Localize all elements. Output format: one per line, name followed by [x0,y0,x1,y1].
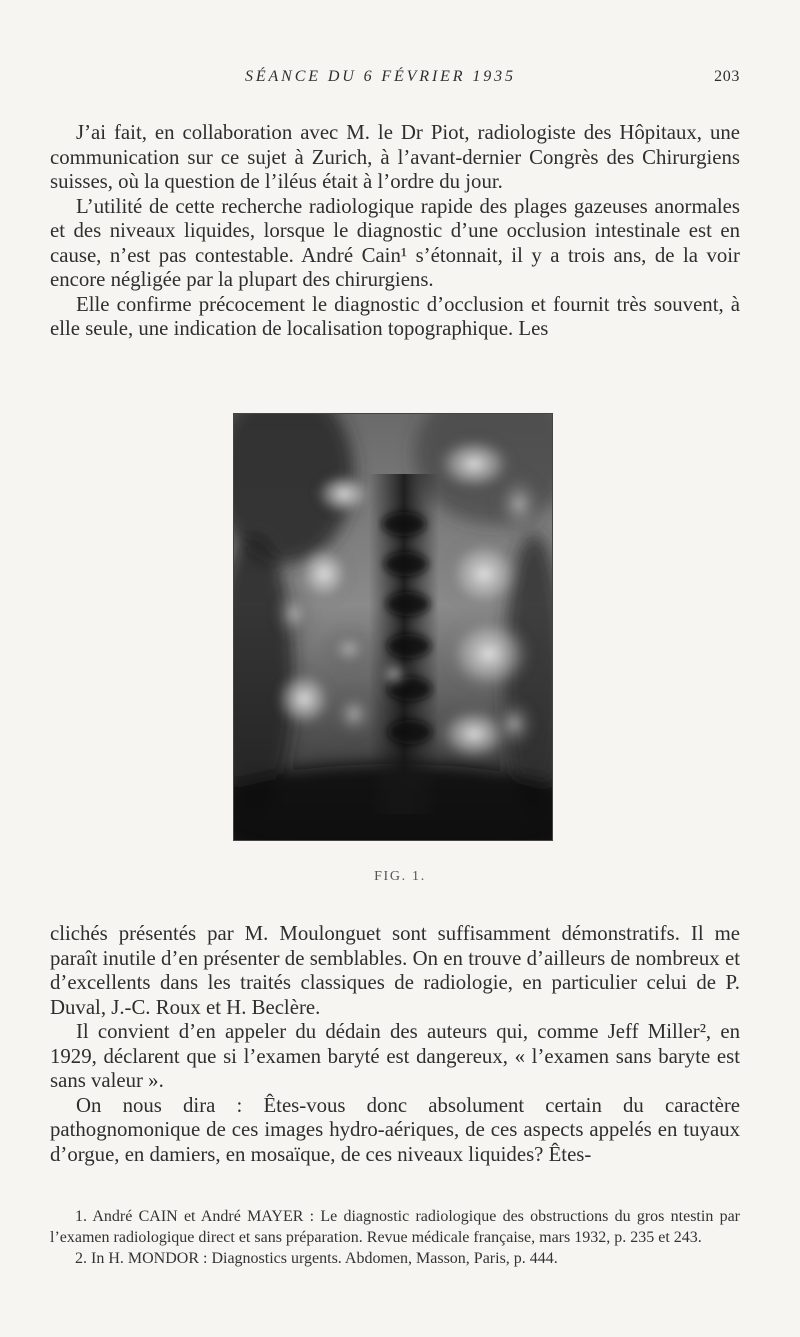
paragraph-5: Il convient d’en appeler du dédain des auteurs qui, comme Jeff Miller², en 1929, déclarent que si l’examen baryté est dangereux, « l’examen sans baryte est sans valeur ». [50,1020,740,1092]
footnotes [50,1206,740,1269]
radiograph-figure [234,414,552,840]
body-text-bottom [50,922,740,1167]
radiograph-image [234,414,552,840]
footnote-1: 1. André CAIN et André MAYER : Le diagnostic radiologique des obstructions du gros ntestin par l’examen radiologique direct et sans préparation. Revue médicale française, mars 1932, p. 235 et 243. [50,1208,740,1246]
body-text-top [50,121,740,342]
running-head [50,68,740,100]
running-title: SÉANCE DU 6 FÉVRIER 1935 [245,68,516,85]
page-number: 203 [714,68,740,85]
footnote-2: 2. In H. MONDOR : Diagnostics urgents. Abdomen, Masson, Paris, p. 444. [75,1250,558,1267]
paragraph-1: J’ai fait, en collaboration avec M. le Dr Piot, radiologiste des Hôpitaux, une communication sur ce sujet à Zurich, à l’avant-dernier Congrès des Chirurgiens suisses, où la question de l’iléus était à l’ordre du jour. [50,121,740,193]
paragraph-2: L’utilité de cette recherche radiologique rapide des plages gazeuses anormales et des niveaux liquides, lorsque le diagnostic d’une occlusion intestinale est en cause, n’est pas contestable. André Cain¹ s’étonnait, il y a trois ans, de la voir encore négligée par la plupart des chirurgiens. [50,194,740,291]
paragraph-6: On nous dira : Êtes-vous donc absolument certain du caractère pathognomonique de ces images hydro-aériques, de ces aspects appelés en tuyaux d’orgue, en damiers, en mosaïque, de ces niveaux liquides? Êtes- [50,1093,740,1166]
paragraph-3: Elle confirme précocement le diagnostic d’occlusion et fournit très souvent, à elle seule, une indication de localisation topographique. Les [50,292,740,340]
paragraph-4: clichés présentés par M. Moulonguet sont suffisamment démonstratifs. Il me paraît inutile d’en présenter de semblables. On en trouve d’ailleurs de nombreux et d’excellents dans les traités classiques de radiologie, en particulier celui de P. Duval, J.-C. Roux et H. Beclère. [50,922,740,1019]
figure-caption: FIG. 1. [374,869,426,884]
